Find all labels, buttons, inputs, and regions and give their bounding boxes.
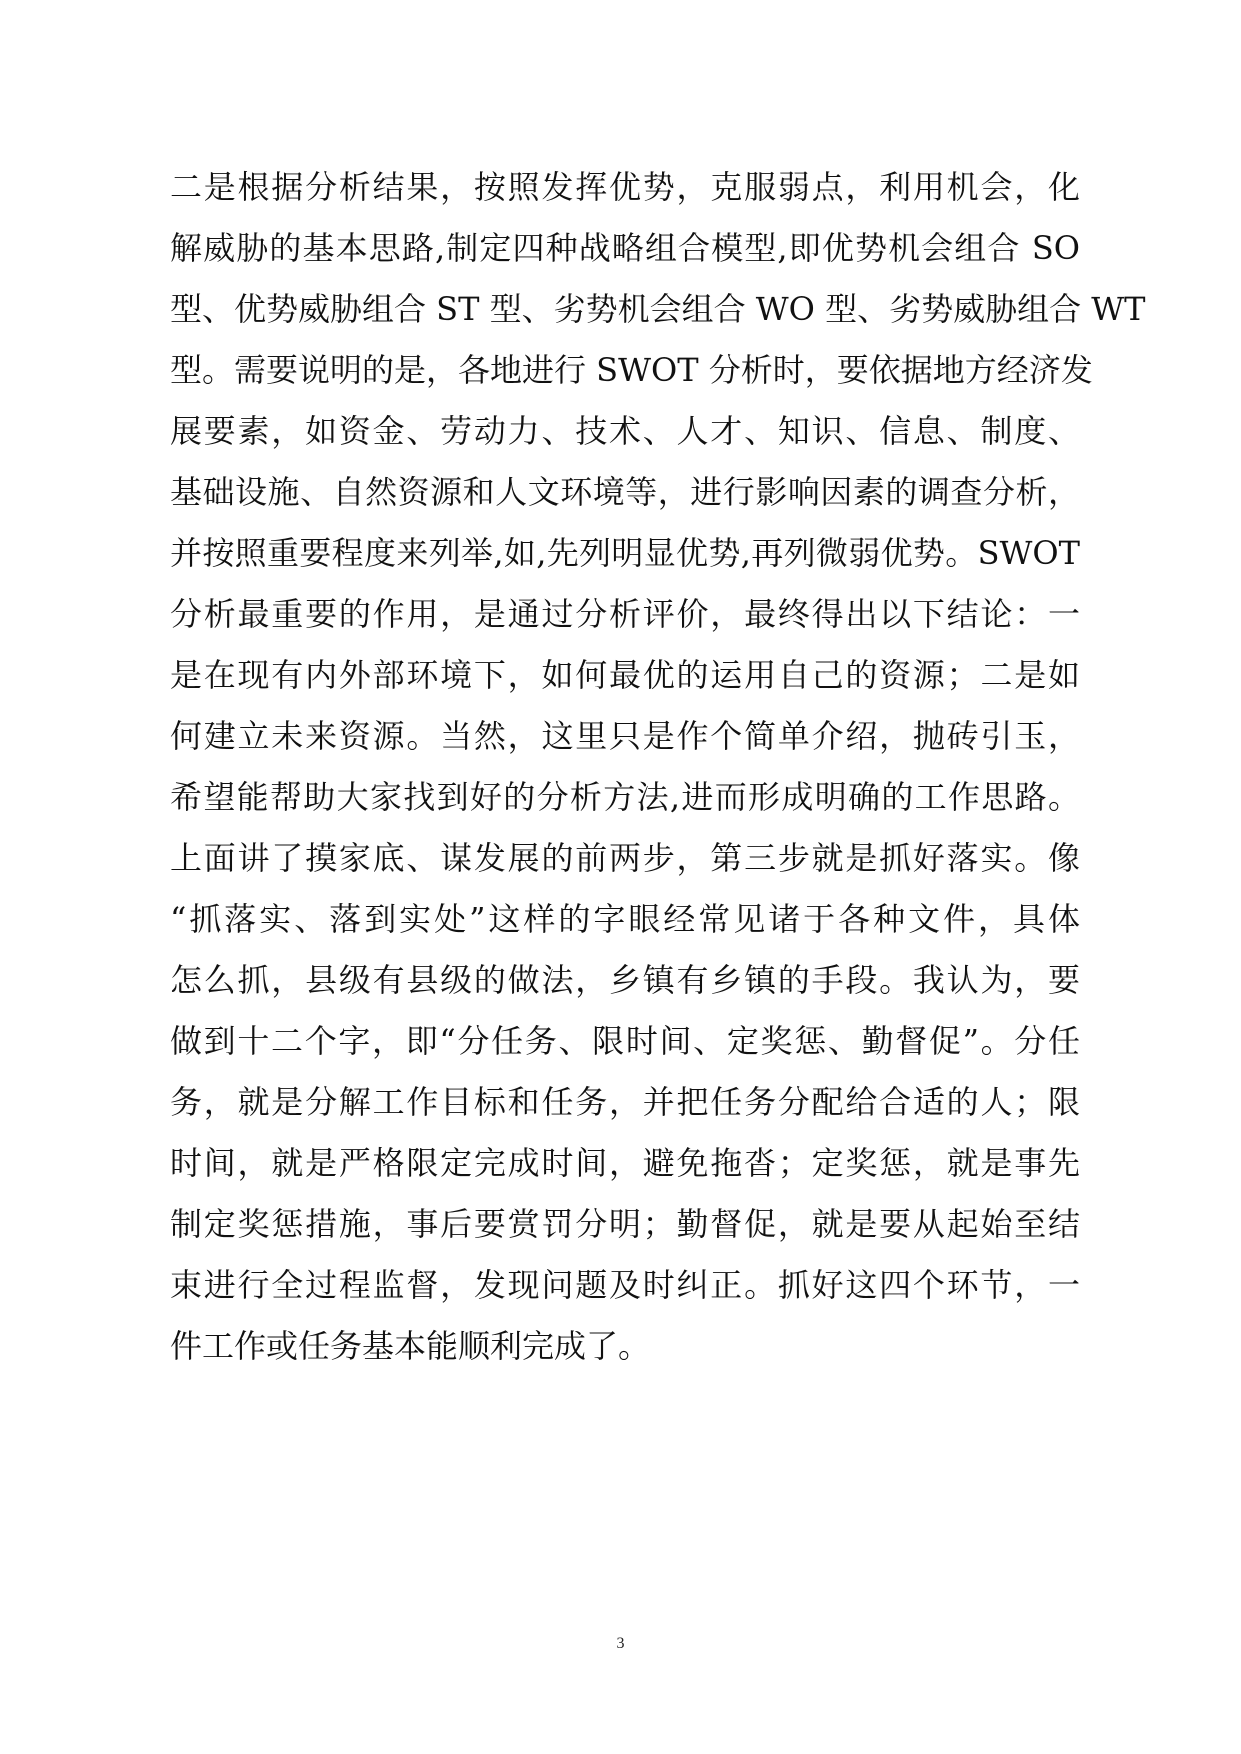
page-number: 3 [616, 1635, 625, 1652]
text-line: 型、优势威胁组合 ST 型、劣势机会组合 WO 型、劣势威胁组合 WT [170, 290, 1146, 328]
text-line: 件工作或任务基本能顺利完成了。 [170, 1327, 651, 1365]
text-line: 怎么抓，县级有县级的做法，乡镇有乡镇的手段。我认为，要 [170, 961, 1080, 999]
body-text [170, 157, 1146, 1377]
text-line: 时间，就是严格限定完成时间，避免拖沓；定奖惩，就是事先 [170, 1144, 1080, 1182]
text-line: 分析最重要的作用，是通过分析评价，最终得出以下结论：一 [170, 595, 1080, 633]
text-line: 基础设施、自然资源和人文环境等，进行影响因素的调查分析， [170, 473, 1080, 511]
text-line: 并按照重要程度来列举,如,先列明显优势,再列微弱优势。SWOT [170, 534, 1080, 572]
text-line: 二是根据分析结果，按照发挥优势，克服弱点，利用机会，化 [170, 168, 1080, 206]
text-line: 做到十二个字，即“分任务、限时间、定奖惩、勤督促”。分任 [170, 1022, 1080, 1060]
text-line: 务，就是分解工作目标和任务，并把任务分配给合适的人；限 [170, 1083, 1080, 1121]
text-line: 制定奖惩措施，事后要赏罚分明；勤督促，就是要从起始至结 [170, 1205, 1080, 1243]
text-line: 希望能帮助大家找到好的分析方法,进而形成明确的工作思路。 [170, 778, 1080, 816]
text-line: 型。需要说明的是，各地进行 SWOT 分析时，要依据地方经济发 [170, 351, 1093, 389]
text-line: 束进行全过程监督，发现问题及时纠正。抓好这四个环节，一 [170, 1266, 1080, 1304]
text-line: 上面讲了摸家底、谋发展的前两步，第三步就是抓好落实。像 [170, 839, 1080, 877]
text-line: 展要素，如资金、劳动力、技术、人才、知识、信息、制度、 [170, 412, 1080, 450]
text-line: 何建立未来资源。当然，这里只是作个简单介绍，抛砖引玉， [170, 717, 1080, 755]
text-line: 是在现有内外部环境下，如何最优的运用自己的资源；二是如 [170, 656, 1080, 694]
text-line: 解威胁的基本思路,制定四种战略组合模型,即优势机会组合 SO [170, 229, 1080, 267]
text-line: “抓落实、落到实处”这样的字眼经常见诸于各种文件，具体 [170, 900, 1080, 938]
